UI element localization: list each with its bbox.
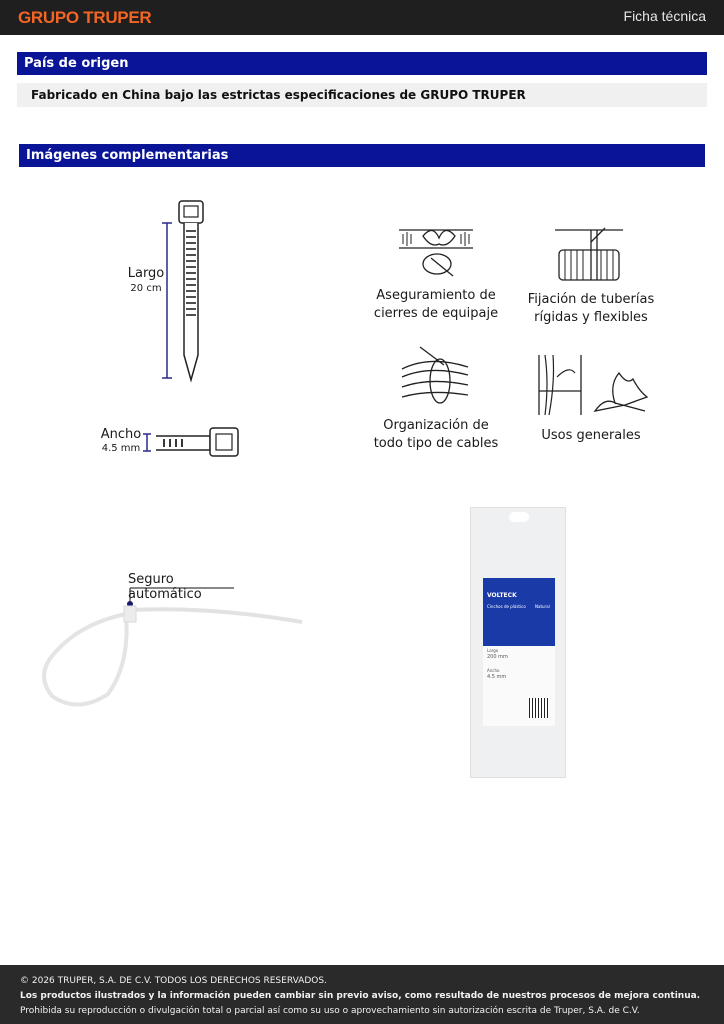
pipe-fastening-icon xyxy=(553,224,627,284)
footer-legal: Prohibida su reproducción o divulgación total o parcial así como su uso o aprovechamiento sin autorización escrita de Truper, S.A. de C.V. xyxy=(20,1006,640,1016)
use-label-general: Usos generales xyxy=(541,428,641,443)
use-label-luggage-2: cierres de equipaje xyxy=(373,306,499,321)
use-label-pipes-2: rígidas y flexibles xyxy=(534,310,648,325)
use-label-luggage-1: Aseguramiento de xyxy=(376,288,496,303)
use-label-cables-1: Organización de xyxy=(383,418,489,433)
footer-copyright: © 2026 TRUPER, S.A. DE C.V. TODOS LOS DERECHOS RESERVADOS. xyxy=(20,976,327,986)
brand-logo: GRUPO TRUPER xyxy=(18,8,152,27)
document-type: Ficha técnica xyxy=(623,8,706,24)
package-brand: VOLTECK xyxy=(487,592,517,599)
hang-hole xyxy=(509,512,529,522)
footer-notice: Los productos ilustrados y la información pueden cambiar sin previo aviso, como resultado de nuestros procesos de mejora continua. xyxy=(20,991,701,1001)
use-label-cables-2: todo tipo de cables xyxy=(373,436,499,451)
package-label xyxy=(483,578,555,646)
package-color: Natural xyxy=(535,604,550,609)
cable-organization-icon xyxy=(400,345,472,407)
images-heading: Imágenes complementarias xyxy=(19,144,705,167)
use-label-pipes-1: Fijación de tuberías xyxy=(527,292,655,307)
package-title: Cinchos de plástico xyxy=(487,604,526,609)
luggage-closure-icon xyxy=(395,222,477,282)
product-package-photo xyxy=(470,507,566,778)
origin-text: Fabricado en China bajo las estrictas especificaciones de GRUPO TRUPER xyxy=(17,83,707,107)
footer xyxy=(0,965,724,1024)
origin-heading: País de origen xyxy=(17,52,707,75)
cable-tie-width-diagram xyxy=(140,425,244,459)
top-bar xyxy=(0,0,724,35)
package-width-label: Ancho xyxy=(487,668,500,673)
barcode xyxy=(529,698,549,718)
general-uses-icon xyxy=(535,353,651,417)
automatic-lock-label: Seguro automático xyxy=(128,572,202,602)
package-length-value: 200 mm xyxy=(487,654,508,660)
width-value: 4.5 mm xyxy=(101,443,141,454)
width-label: Ancho xyxy=(100,427,142,442)
cable-tie-loop-photo xyxy=(38,584,308,714)
package-width-value: 4.5 mm xyxy=(487,674,507,680)
length-value: 20 cm xyxy=(130,283,162,294)
length-label: Largo xyxy=(127,266,165,281)
package-length-label: Largo xyxy=(487,648,499,653)
